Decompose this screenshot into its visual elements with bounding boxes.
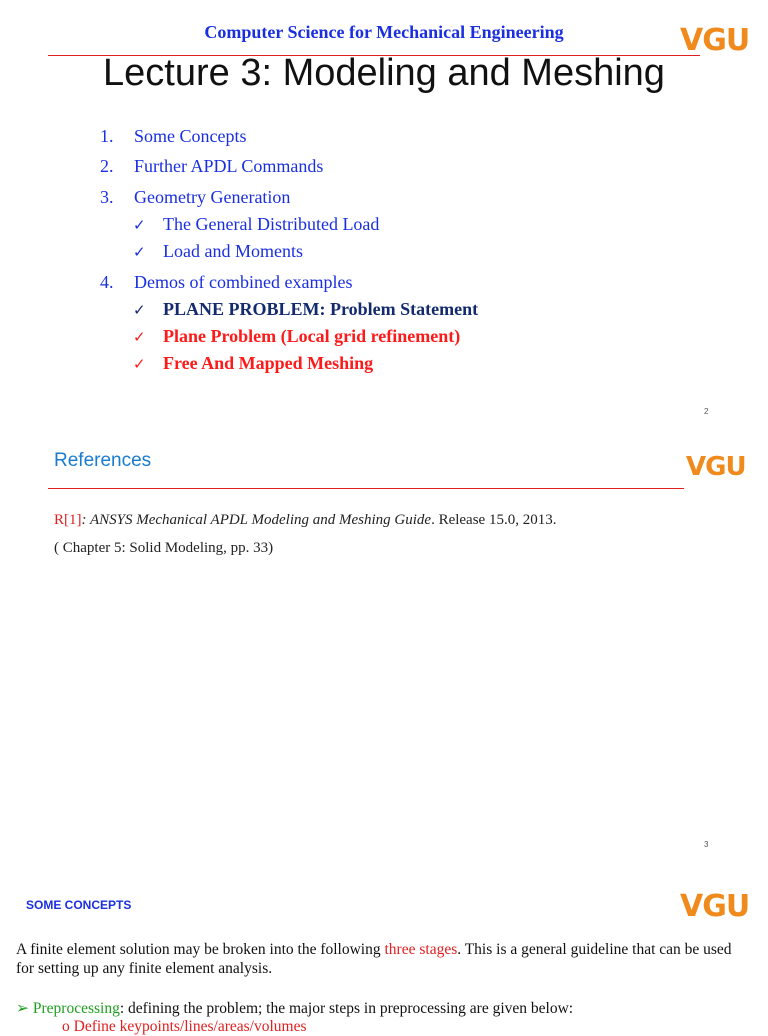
arrow-bullet-icon: ➢	[16, 1000, 29, 1017]
toc-subitem: ✓ The General Distributed Load	[133, 214, 380, 234]
vgu-logo: VGU	[680, 23, 750, 58]
reference-id: R[1]	[54, 512, 82, 528]
lecture-title: Lecture 3: Modeling and Meshing	[103, 52, 665, 94]
page-number: 3	[704, 840, 709, 849]
toc-item-4[interactable]: 4. Demos of combined examples	[100, 272, 353, 292]
toc-item-2[interactable]: 2. Further APDL Commands	[100, 156, 324, 176]
slide-some-concepts	[0, 866, 768, 1035]
slide-references	[0, 432, 768, 862]
toc-item-3[interactable]: 3. Geometry Generation	[100, 187, 291, 207]
toc-subitem: ✓ Load and Moments	[133, 241, 303, 261]
reference-title: ANSYS Mechanical APDL Modeling and Meshing Guide	[89, 512, 432, 528]
slide-title: SOME CONCEPTS	[26, 898, 132, 912]
sub-bullet: o Define keypoints/lines/areas/volumes	[62, 1018, 307, 1035]
slide-toc	[0, 0, 768, 428]
toc-item-1[interactable]: 1. Some Concepts	[100, 126, 247, 146]
toc-subitem: ✓ Plane Problem (Local grid refinement)	[133, 326, 461, 346]
checkmark-icon: ✓	[133, 301, 146, 319]
course-header: Computer Science for Mechanical Engineering	[204, 22, 564, 42]
intro-paragraph: A finite element solution may be broken into the following three stages. This is a general guideline that can be used for setting up any finite element analysis.	[16, 941, 732, 977]
highlight-text: three stages	[384, 941, 458, 958]
checkmark-icon: ✓	[133, 328, 146, 346]
slide-title: References	[54, 450, 152, 471]
toc-subitem: ✓ PLANE PROBLEM: Problem Statement	[133, 299, 479, 319]
reference-chapter: ( Chapter 5: Solid Modeling, pp. 33)	[54, 540, 274, 556]
reference-entry: R[1]: ANSYS Mechanical APDL Modeling and Meshing Guide. Release 15.0, 2013.	[54, 512, 557, 528]
vgu-logo: VGU	[680, 889, 750, 924]
checkmark-icon: ✓	[133, 243, 146, 261]
title-divider	[48, 488, 684, 489]
checkmark-icon: ✓	[133, 216, 146, 234]
checkmark-icon: ✓	[133, 355, 146, 373]
bullet-preprocessing: ➢ Preprocessing: defining the problem; the major steps in preprocessing are given below:	[16, 1000, 574, 1017]
page-number: 2	[704, 407, 709, 416]
toc-subitem: ✓ Free And Mapped Meshing	[133, 353, 374, 373]
vgu-logo: VGU	[686, 452, 746, 482]
